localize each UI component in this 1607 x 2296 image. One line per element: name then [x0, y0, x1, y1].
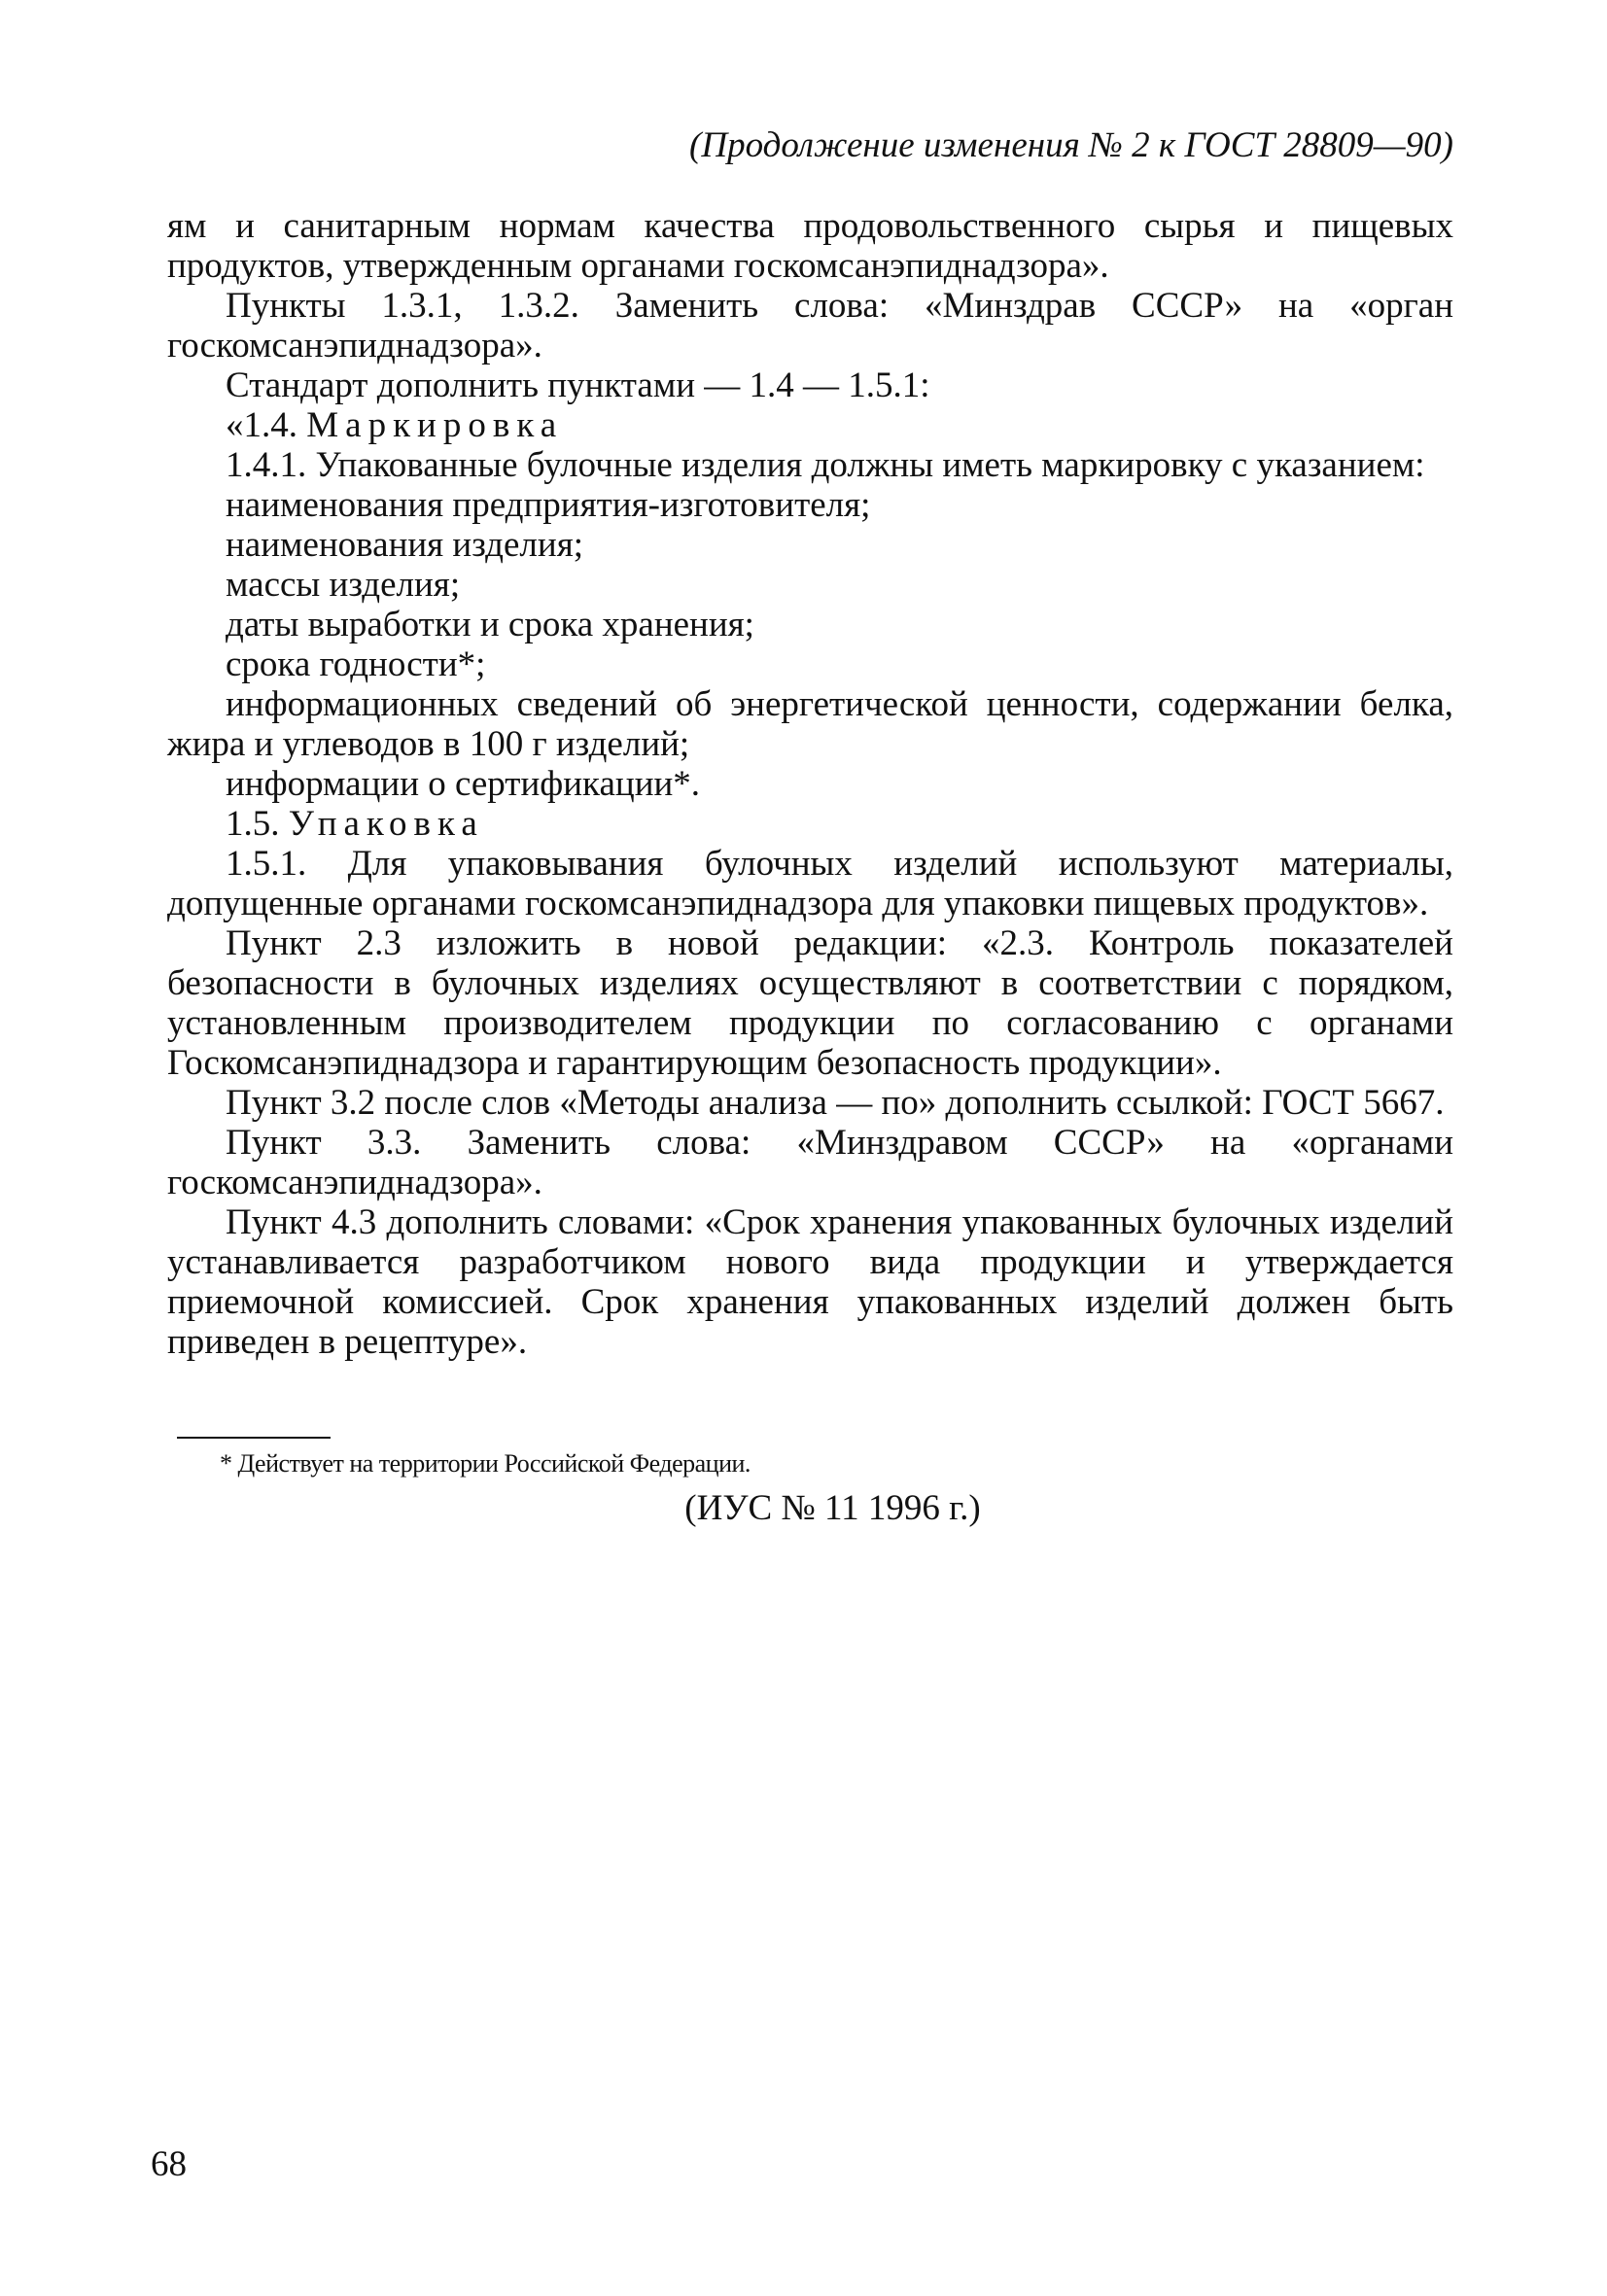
- footnote: * Действует на территории Российской Федерации.: [220, 1449, 751, 1478]
- source-reference: [0, 1487, 1607, 1530]
- section-title: Маркировка: [306, 405, 564, 445]
- paragraph-items-1-3: Пункты 1.3.1, 1.3.2. Заменить слова: «Минздрав СССР» на «орган госкомсанэпиднадзора».: [167, 286, 1453, 365]
- paragraph-1-4-1: 1.4.1. Упакованные булочные изделия должны иметь маркировку с указанием:: [226, 445, 1425, 485]
- footnote-separator: [177, 1437, 331, 1439]
- list-item: информации о сертификации*.: [226, 764, 701, 804]
- section-number: «1.4.: [226, 405, 297, 445]
- paragraph-item-4-3: Пункт 4.3 дополнить словами: «Срок хранения упакованных булочных изделий устанавливается разработчиком нового вида продукции и утверждается приемочной комиссией. Срок хранения упакованных изделий должен быть приведен в рецептуре».: [167, 1202, 1453, 1362]
- paragraph-continuation: ям и санитарным нормам качества продовольственного сырья и пищевых продуктов, утвержденным органами госкомсанэпиднадзора».: [167, 206, 1453, 286]
- list-item: наименования изделия;: [226, 525, 583, 565]
- source-text: (ИУС № 11 1996 г.): [684, 1488, 981, 1528]
- document-body: [167, 206, 1453, 1362]
- section-heading-marking: [167, 405, 1453, 445]
- list-item: массы изделия;: [226, 565, 461, 605]
- paragraph-item-3-2: Пункт 3.2 после слов «Методы анализа — по» дополнить ссылкой: ГОСТ 5667.: [226, 1083, 1445, 1123]
- paragraph-standard-supplement: Стандарт дополнить пунктами — 1.4 — 1.5.1:: [226, 365, 930, 405]
- page-number: 68: [151, 2144, 187, 2184]
- running-header: (Продолжение изменения № 2 к ГОСТ 28809—90): [689, 125, 1453, 165]
- section-heading-packaging: [167, 804, 1453, 844]
- list-item: наименования предприятия-изготовителя;: [226, 485, 871, 525]
- list-item: информационных сведений об энергетической ценности, содержании белка, жира и углеводов в 100 г изделий;: [167, 684, 1453, 764]
- paragraph-1-5-1: 1.5.1. Для упаковывания булочных изделий используют материалы, допущенные органами госкомсанэпиднадзора для упаковки пищевых продуктов».: [167, 844, 1453, 923]
- section-title: Упаковка: [288, 804, 484, 844]
- list-item: даты выработки и срока хранения;: [226, 605, 754, 644]
- paragraph-item-2-3: Пункт 2.3 изложить в новой редакции: «2.3. Контроль показателей безопасности в булочных изделиях осуществляют в соответствии с порядком, установленным производителем продукции по согласованию с органами Госкомсанэпиднадзора и гарантирующим безопасность продукции».: [167, 923, 1453, 1083]
- paragraph-item-3-3: Пункт 3.3. Заменить слова: «Минздравом СССР» на «органами госкомсанэпиднадзора».: [167, 1123, 1453, 1202]
- list-item: срока годности*;: [226, 644, 486, 684]
- section-number: 1.5.: [226, 804, 280, 844]
